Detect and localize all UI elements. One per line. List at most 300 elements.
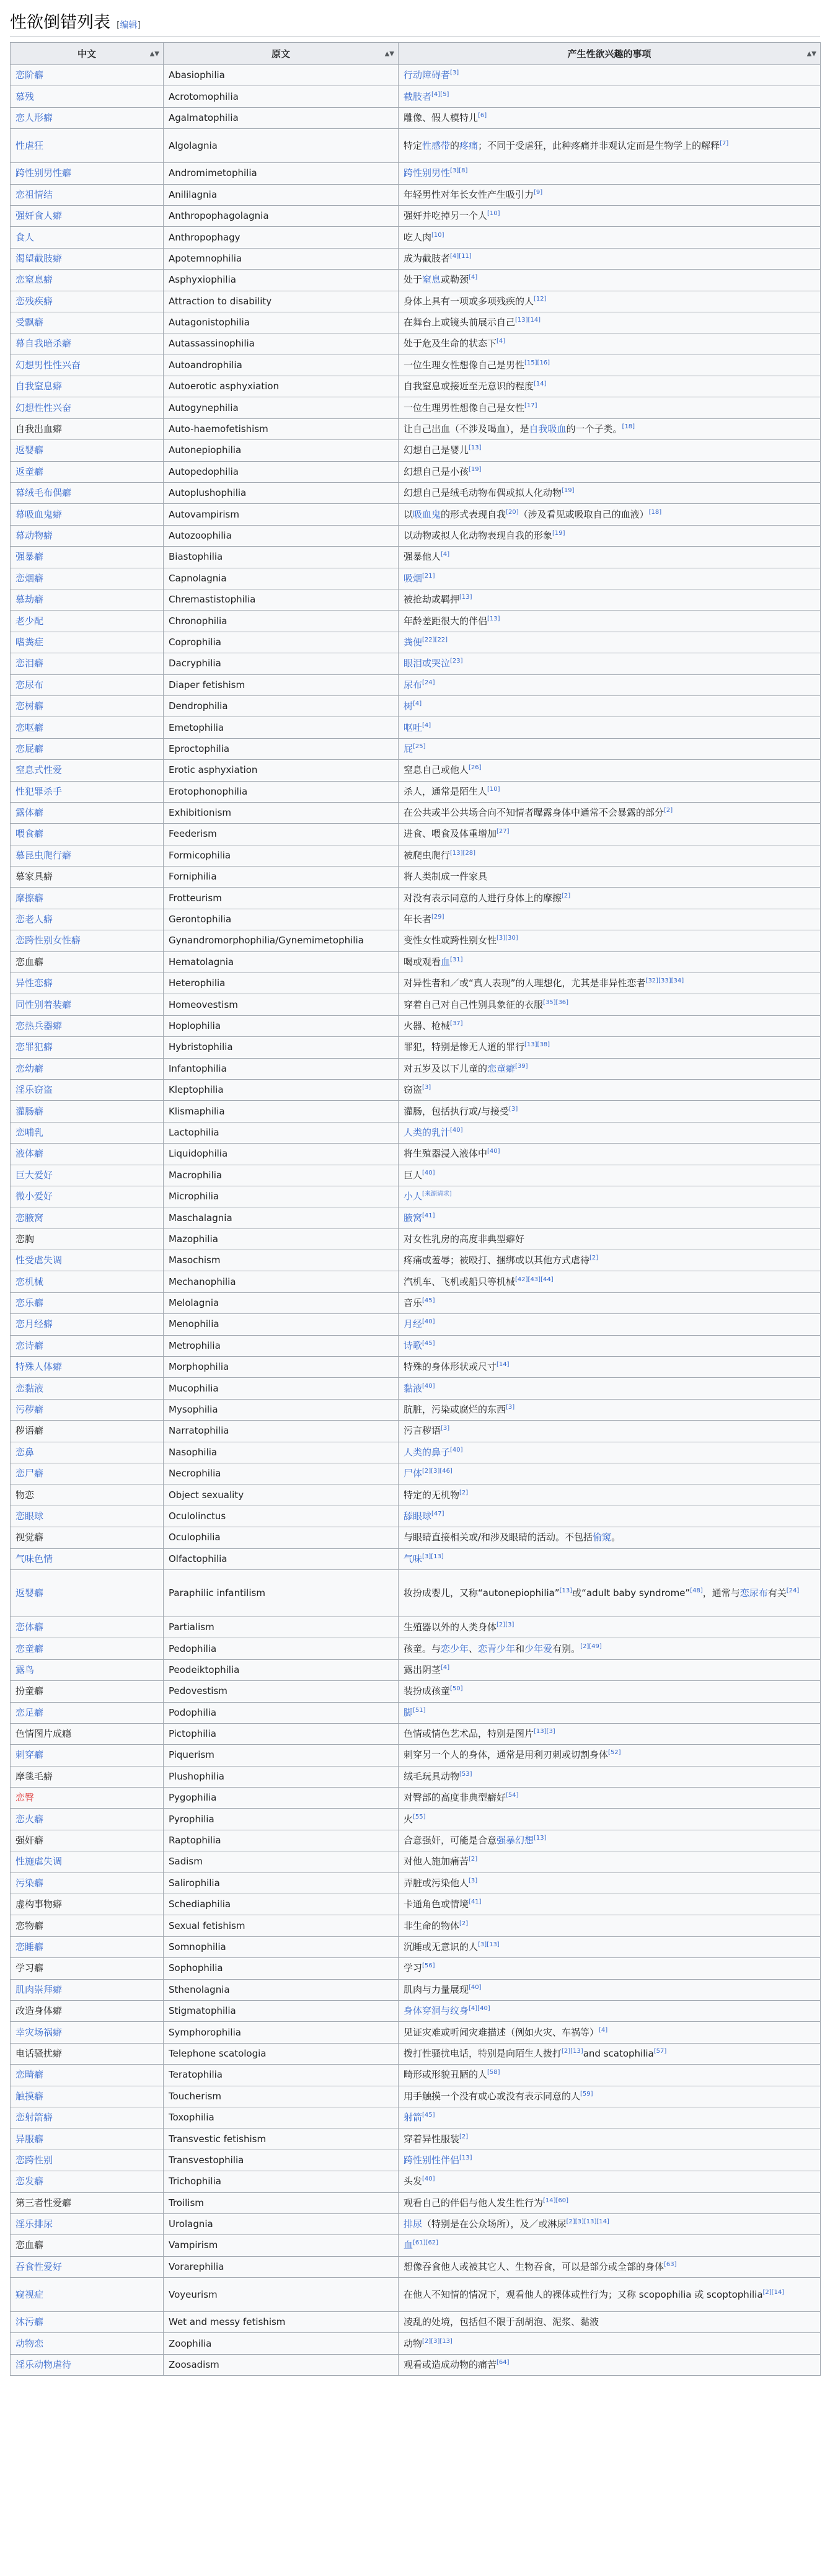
cell-interest (399, 1101, 821, 1122)
description-text: 以 (404, 508, 413, 520)
citation-ref[interactable]: [45] (422, 1339, 435, 1347)
citation-ref[interactable]: [6] (478, 112, 487, 119)
column-header-interest[interactable] (399, 43, 821, 65)
citation-ref[interactable]: [4][40] (469, 2005, 490, 2013)
description-link[interactable]: 血 (441, 956, 451, 968)
description-link[interactable]: 吸血鬼 (413, 508, 441, 520)
chinese-term-link[interactable]: 窒息式性爱 (15, 764, 63, 776)
chinese-term-link[interactable]: 恋残疾癖 (15, 295, 53, 307)
original-term: Dacryphilia (169, 658, 221, 669)
chinese-term-link[interactable]: 污染癖 (15, 1877, 44, 1889)
description-text: 强暴他人 (404, 551, 441, 563)
citation-ref[interactable]: [18] (648, 508, 662, 516)
chinese-term-link[interactable]: 恋阶癖 (15, 69, 44, 81)
citation-ref[interactable]: [4][5] (431, 90, 449, 98)
cell-interest (399, 888, 821, 909)
description-link[interactable]: 粪便 (404, 636, 423, 648)
citation-ref[interactable]: [45] (422, 1297, 435, 1305)
original-term: Pyrophilia (169, 1813, 214, 1825)
description-link[interactable]: 尸体 (404, 1468, 423, 1480)
original-term: Hematolagnia (169, 956, 234, 968)
description-text: 音乐 (404, 1297, 423, 1309)
chinese-term-link[interactable]: 恋诗癖 (15, 1339, 44, 1351)
citation-ref[interactable]: [14][60] (543, 2197, 569, 2204)
description-link[interactable]: 截肢者 (404, 90, 432, 102)
cell-original (164, 1894, 399, 1915)
citation-ref[interactable]: [13] (459, 2154, 472, 2161)
citation-ref[interactable]: [2] (459, 1489, 469, 1496)
table-row (11, 227, 821, 248)
citation-ref[interactable]: [3] (506, 1404, 515, 1411)
citation-ref[interactable]: [13][28] (450, 849, 476, 857)
citation-ref[interactable]: [3][13] (422, 1553, 444, 1560)
chinese-term-link[interactable]: 窥视症 (15, 2288, 44, 2300)
chinese-term-link[interactable]: 特殊人体癖 (15, 1361, 63, 1373)
citation-ref[interactable]: [22][22] (422, 636, 448, 643)
chinese-term-link[interactable]: 恋火癖 (15, 1813, 44, 1825)
citation-ref[interactable]: [47] (431, 1510, 444, 1517)
chinese-term-link[interactable]: 恋幼癖 (15, 1062, 44, 1074)
description-link[interactable]: 呕吐 (404, 721, 423, 733)
description-link[interactable]: 月经 (404, 1318, 423, 1330)
original-term: Algolagnia (169, 139, 218, 151)
cell-chinese (11, 1723, 164, 1744)
description-link[interactable]: 小人 (404, 1191, 423, 1202)
citation-ref[interactable]: [13][14] (515, 317, 541, 324)
citation-ref[interactable]: [32][33][34] (645, 977, 684, 985)
original-term: Exhibitionism (169, 807, 232, 819)
table-row (11, 1617, 821, 1638)
chinese-term-link[interactable]: 恋体癖 (15, 1621, 44, 1633)
chinese-term-link[interactable]: 灌肠癖 (15, 1105, 44, 1117)
table-row (11, 1894, 821, 1915)
description-link[interactable]: 行动障碍者 (404, 69, 451, 81)
chinese-term-link[interactable]: 受飘癖 (15, 317, 44, 329)
citation-ref[interactable]: [20] (506, 508, 519, 516)
cell-chinese (11, 611, 164, 632)
citation-ref[interactable]: [2][3][13] (422, 2337, 453, 2345)
chinese-term-link[interactable]: 慕昆虫爬行癖 (15, 849, 72, 861)
citation-ref[interactable]: [40] (422, 1169, 435, 1176)
cell-chinese (11, 2022, 164, 2043)
edit-link[interactable]: 编辑 (120, 20, 138, 30)
chinese-term-link[interactable]: 幕绒毛布偶癖 (15, 487, 72, 499)
description-link[interactable]: 屁 (404, 743, 413, 754)
chinese-term-link[interactable]: 巨大爱好 (15, 1169, 53, 1181)
chinese-term: 学习癖 (15, 1962, 44, 1974)
chinese-term-link[interactable]: 异服癖 (15, 2133, 44, 2145)
citation-ref[interactable]: [19] (469, 465, 482, 473)
cell-interest (399, 1766, 821, 1787)
citation-ref[interactable]: [40] (422, 1382, 435, 1390)
citation-ref[interactable]: [2][14] (762, 2288, 785, 2296)
description-link[interactable]: 排尿 (404, 2218, 423, 2230)
description-link[interactable]: 吸烟 (404, 572, 423, 584)
table-row (11, 1144, 821, 1165)
chinese-term-link[interactable]: 触摸癖 (15, 2090, 44, 2102)
description-text: 或“adult baby syndrome” (572, 1587, 691, 1599)
citation-ref[interactable]: [2][3][46] (422, 1468, 453, 1475)
description-link[interactable]: 眼泪或哭泣 (404, 658, 451, 669)
sort-icon[interactable]: ▲▼ (384, 50, 394, 57)
citation-ref[interactable]: [4] (497, 338, 506, 345)
chinese-term-link[interactable]: 性犯罪杀手 (15, 785, 63, 797)
cell-original (164, 2086, 399, 2107)
chinese-term-link[interactable]: 恋罪犯癖 (15, 1041, 53, 1053)
description-link[interactable]: 人类的鼻子 (404, 1446, 451, 1458)
citation-ref[interactable]: [13] (487, 615, 500, 622)
chinese-term-link[interactable]: 恋尸癖 (15, 1468, 44, 1480)
citation-ref[interactable]: [54] (506, 1792, 519, 1799)
citation-ref[interactable]: [40] (469, 1983, 482, 1991)
cell-chinese (11, 695, 164, 717)
citation-ref[interactable]: [13] (534, 1835, 547, 1842)
description-link[interactable]: 窒息 (422, 274, 441, 286)
cell-chinese (11, 86, 164, 107)
citation-ref[interactable]: [40] (450, 1126, 463, 1134)
description-link[interactable]: 恋少年 (441, 1643, 469, 1654)
chinese-term-link[interactable]: 液体癖 (15, 1148, 44, 1160)
chinese-term-link[interactable]: 吞食性爱好 (15, 2261, 63, 2272)
citation-ref[interactable]: [来源请求] (422, 1191, 452, 1198)
description-link[interactable]: 跨性别性伴侣 (404, 2154, 460, 2166)
cell-original (164, 738, 399, 759)
chinese-term-link[interactable]: 强奸食人癖 (15, 210, 63, 222)
citation-ref[interactable]: [35][36] (543, 999, 569, 1006)
citation-ref[interactable]: [17] (524, 402, 537, 409)
chinese-term-link[interactable]: 露体癖 (15, 807, 44, 819)
chinese-term-link[interactable]: 淫乐排尿 (15, 2218, 53, 2230)
description-link[interactable]: 身体穿洞与纹身 (404, 2005, 469, 2017)
citation-ref[interactable]: [26] (469, 764, 482, 772)
table-row (11, 1681, 821, 1702)
citation-ref[interactable]: [3][30] (497, 935, 518, 942)
description-link[interactable]: 腋窝 (404, 1212, 423, 1224)
cell-interest (399, 1894, 821, 1915)
sort-icon[interactable]: ▲▼ (149, 50, 159, 57)
chinese-term-link[interactable]: 跨性别男性癖 (15, 167, 72, 179)
citation-ref[interactable]: [2][13] (562, 2047, 583, 2055)
citation-ref[interactable]: [18] (622, 423, 635, 431)
table-row (11, 1250, 821, 1271)
cell-chinese (11, 1399, 164, 1420)
cell-original (164, 1745, 399, 1766)
cell-original (164, 867, 399, 888)
chinese-term-link[interactable]: 动物恋 (15, 2337, 44, 2349)
citation-ref[interactable]: [10] (487, 785, 500, 793)
chinese-term-link[interactable]: 幻想男性性兴奋 (15, 359, 81, 371)
chinese-term-link[interactable]: 恋跨性别女性癖 (15, 935, 81, 946)
citation-ref[interactable]: [55] (413, 1813, 426, 1820)
citation-ref[interactable]: [19] (552, 530, 565, 537)
original-term: Gerontophilia (169, 914, 232, 925)
table-row (11, 418, 821, 439)
description-link[interactable]: 恋青少年 (478, 1643, 516, 1654)
cell-chinese (11, 1681, 164, 1702)
description-link[interactable]: 脚 (404, 1706, 413, 1718)
table-row (11, 1979, 821, 2000)
chinese-term-link[interactable]: 微小爱好 (15, 1191, 53, 1202)
original-term: Morphophilia (169, 1361, 229, 1373)
description-text: 孩童。与 (404, 1643, 441, 1654)
original-term: Maschalagnia (169, 1212, 232, 1224)
chinese-term-link[interactable]: 恋鼻 (15, 1446, 35, 1458)
citation-ref[interactable]: [42][43][44] (515, 1276, 554, 1283)
citation-ref[interactable]: [10] (487, 210, 500, 218)
table-row (11, 1357, 821, 1378)
sort-icon[interactable]: ▲▼ (806, 50, 816, 57)
cell-original (164, 184, 399, 205)
chinese-term-link[interactable]: 恋烟癖 (15, 572, 44, 584)
cell-chinese (11, 418, 164, 439)
description-link[interactable]: 气味 (404, 1553, 423, 1564)
chinese-term-link[interactable]: 异性恋癖 (15, 977, 53, 989)
chinese-term-link[interactable]: 性施虐失调 (15, 1856, 63, 1868)
chinese-term-link[interactable]: 慕残 (15, 90, 35, 102)
citation-ref[interactable]: [58] (487, 2069, 500, 2076)
chinese-term-link[interactable]: 沐污癖 (15, 2316, 44, 2328)
citation-ref[interactable]: [13][3] (534, 1728, 555, 1736)
cell-chinese (11, 2312, 164, 2333)
citation-ref[interactable]: [3] (441, 1425, 450, 1432)
cell-original (164, 2192, 399, 2213)
citation-ref[interactable]: [39] (515, 1062, 528, 1070)
citation-ref[interactable]: [2] (589, 1255, 599, 1262)
cell-chinese (11, 2086, 164, 2107)
chinese-term-link[interactable]: 返童癖 (15, 465, 44, 477)
citation-ref[interactable]: [2] (459, 1920, 469, 1927)
cell-chinese (11, 589, 164, 610)
citation-ref[interactable]: [40] (422, 1318, 435, 1326)
citation-ref[interactable]: [40] (487, 1148, 500, 1155)
chinese-term-link[interactable]: 恋发癖 (15, 2176, 44, 2187)
chinese-term-link[interactable]: 恋热兵器癖 (15, 1020, 63, 1031)
description-link[interactable]: 诗歌 (404, 1339, 423, 1351)
chinese-term-link[interactable]: 恋眼球 (15, 1510, 44, 1522)
citation-ref[interactable]: [4][11] (450, 252, 472, 260)
citation-ref[interactable]: [27] (497, 828, 510, 836)
citation-ref[interactable]: [15][16] (524, 359, 550, 366)
citation-ref[interactable]: [50] (450, 1685, 463, 1693)
description-link[interactable]: 强暴幻想 (497, 1835, 534, 1846)
cell-interest (399, 1442, 821, 1463)
citation-ref[interactable]: [25] (413, 743, 426, 750)
chinese-term-link[interactable]: 自我窒息癖 (15, 381, 63, 392)
citation-ref[interactable]: [37] (450, 1020, 463, 1027)
chinese-term-link[interactable]: 幻想性性兴奋 (15, 402, 72, 413)
chinese-term-link[interactable]: 慕劫癖 (15, 594, 44, 606)
citation-ref[interactable]: [23] (450, 658, 463, 665)
citation-ref[interactable]: [53] (459, 1770, 472, 1778)
chinese-term-link[interactable]: 刺穿癖 (15, 1749, 44, 1761)
chinese-term-link[interactable]: 返婴癖 (15, 1587, 44, 1599)
description-link[interactable]: 树 (404, 700, 413, 712)
description-text: 色情或情色艺术品，特别是图片 (404, 1728, 534, 1740)
citation-ref[interactable]: [13] (559, 1587, 573, 1594)
citation-ref[interactable]: [4] (413, 700, 422, 708)
original-term: Autovampirism (169, 508, 239, 520)
cell-chinese (11, 845, 164, 866)
chinese-term-link[interactable]: 露鸟 (15, 1664, 35, 1675)
description-link[interactable]: 人类的乳汁 (404, 1126, 451, 1138)
citation-ref[interactable]: [41] (422, 1212, 435, 1219)
column-header-original[interactable] (164, 43, 399, 65)
chinese-term-link[interactable]: 恋尿布 (15, 679, 44, 690)
chinese-term-link[interactable]: 幸灾场祸癖 (15, 2026, 63, 2038)
description-link[interactable]: 黏液 (404, 1382, 423, 1394)
description-link[interactable]: 跨性别男性 (404, 167, 451, 179)
description-link[interactable]: 疼痛 (459, 139, 479, 151)
chinese-term-link[interactable]: 淫乐动物虐待 (15, 2359, 72, 2371)
table-row (11, 1958, 821, 1979)
citation-ref[interactable]: [14] (497, 1361, 510, 1369)
cell-original (164, 1271, 399, 1292)
citation-ref[interactable]: [2][3] (497, 1621, 514, 1629)
chinese-term-link[interactable]: 恋呕癖 (15, 721, 44, 733)
citation-ref[interactable]: [2] (562, 892, 571, 899)
edit-bracket-open: [ (117, 20, 120, 30)
citation-ref[interactable]: [2] (664, 807, 673, 814)
citation-ref[interactable]: [2][49] (580, 1643, 602, 1650)
chinese-term-link[interactable]: 恋射箭癖 (15, 2112, 53, 2124)
chinese-term-link[interactable]: 返婴癖 (15, 444, 44, 456)
citation-ref[interactable]: [7] (720, 139, 729, 147)
citation-ref[interactable]: [59] (580, 2090, 593, 2097)
citation-ref[interactable]: [3] (509, 1105, 518, 1113)
chinese-term-link[interactable]: 恋哺乳 (15, 1126, 44, 1138)
chinese-term-link[interactable]: 恋祖情结 (15, 188, 53, 200)
citation-ref[interactable]: [61][62] (413, 2239, 439, 2247)
chinese-term-link[interactable]: 气味色情 (15, 1553, 53, 1564)
chinese-term: 恋物癖 (15, 1920, 44, 1931)
chinese-term-link[interactable]: 恋窒息癖 (15, 274, 53, 286)
citation-ref[interactable]: [64] (497, 2359, 510, 2366)
citation-ref[interactable]: [51] (413, 1706, 426, 1714)
chinese-term-link[interactable]: 恋树癖 (15, 700, 44, 712)
chinese-term-link[interactable]: 恋黏液 (15, 1382, 44, 1394)
cell-original (164, 695, 399, 717)
citation-ref[interactable]: [57] (653, 2047, 667, 2055)
chinese-term-link[interactable]: 恋足癖 (15, 1706, 44, 1718)
citation-ref[interactable]: [3][13] (478, 1941, 500, 1948)
citation-ref[interactable]: [24] (422, 679, 435, 686)
citation-ref[interactable]: [3][8] (450, 167, 468, 175)
citation-ref[interactable]: [48] (690, 1587, 703, 1594)
chinese-term-link[interactable]: 恋老人癖 (15, 914, 53, 925)
citation-ref[interactable]: [2][3][13][14] (566, 2218, 609, 2226)
citation-ref[interactable]: [19] (562, 487, 575, 495)
chinese-term-link[interactable]: 同性别着装癖 (15, 999, 72, 1010)
citation-ref[interactable]: [10] (431, 231, 444, 239)
citation-ref[interactable]: [63] (664, 2261, 677, 2268)
chinese-term-link[interactable]: 幕动物癖 (15, 530, 53, 541)
chinese-term-link[interactable]: 恋机械 (15, 1276, 44, 1287)
citation-ref[interactable]: [45] (422, 2112, 435, 2119)
chinese-term-link[interactable]: 恋腋窝 (15, 1212, 44, 1224)
description-link[interactable]: 恋尿布 (739, 1587, 768, 1599)
citation-ref[interactable]: [21] (422, 572, 435, 580)
citation-ref[interactable]: [4] (441, 551, 450, 558)
citation-ref[interactable]: [13][38] (524, 1041, 550, 1049)
citation-ref[interactable]: [14] (534, 381, 547, 388)
chinese-term-link[interactable]: 淫乐窃盗 (15, 1084, 53, 1096)
description-link[interactable]: 尿布 (404, 679, 423, 690)
chinese-term-link[interactable]: 性虐狂 (15, 139, 44, 151)
citation-ref[interactable]: [4] (599, 2026, 608, 2034)
chinese-term-link[interactable]: 恋畸癖 (15, 2069, 44, 2081)
cell-chinese (11, 1058, 164, 1079)
column-header-chinese[interactable] (11, 43, 164, 65)
chinese-term: 自我出血癖 (15, 423, 63, 435)
description-link[interactable]: 少年爱 (524, 1643, 553, 1654)
chinese-term-link[interactable]: 恋乐癖 (15, 1297, 44, 1309)
chinese-term-link[interactable]: 恋臀 (15, 1792, 35, 1804)
citation-ref[interactable]: [29] (431, 914, 444, 921)
chinese-term-link[interactable]: 幕自我暗杀癖 (15, 338, 72, 350)
description-link[interactable]: 血 (404, 2239, 413, 2251)
description-link[interactable]: 恋童癖 (487, 1062, 516, 1074)
citation-ref[interactable]: [56] (422, 1962, 435, 1970)
description-link[interactable]: 性感带 (422, 139, 451, 151)
chinese-term-link[interactable]: 恋童癖 (15, 1643, 44, 1654)
citation-ref[interactable]: [31] (450, 956, 463, 963)
citation-ref[interactable]: [13] (459, 594, 472, 601)
chinese-term-link[interactable]: 摩擦癖 (15, 892, 44, 904)
citation-ref[interactable]: [2] (469, 1856, 478, 1863)
chinese-term-link[interactable]: 恋泪癖 (15, 658, 44, 669)
description-link[interactable]: 射箭 (404, 2112, 423, 2124)
citation-ref[interactable]: [40] (422, 2176, 435, 2183)
chinese-term-link[interactable]: 幕吸血鬼癖 (15, 508, 63, 520)
citation-ref[interactable]: [3] (422, 1084, 431, 1092)
citation-ref[interactable]: [9] (534, 188, 543, 196)
citation-ref[interactable]: [13] (469, 444, 482, 452)
citation-ref[interactable]: [24] (786, 1587, 800, 1594)
chinese-term-link[interactable]: 肌肉崇拜癖 (15, 1983, 63, 1995)
chinese-term-link[interactable]: 强暴癖 (15, 551, 44, 563)
chinese-term-link[interactable]: 恋屁癖 (15, 743, 44, 754)
paraphilia-table (10, 42, 821, 2376)
chinese-term-link[interactable]: 食人 (15, 231, 35, 243)
citation-ref[interactable]: [41] (469, 1899, 482, 1906)
citation-ref[interactable]: [4] (422, 721, 431, 729)
citation-ref[interactable]: [2] (459, 2133, 469, 2140)
description-text: 动物 (404, 2337, 423, 2349)
citation-ref[interactable]: [3] (469, 1877, 478, 1884)
chinese-term-link[interactable]: 喂食癖 (15, 828, 44, 840)
chinese-term: 电话骚扰癖 (15, 2047, 63, 2059)
chinese-term-link[interactable]: 恋人形癖 (15, 112, 53, 123)
citation-ref[interactable]: [4] (441, 1664, 450, 1671)
citation-ref[interactable]: [12] (534, 295, 547, 302)
description-link[interactable]: 偷窥 (593, 1532, 612, 1543)
chinese-term-link[interactable]: 性受虐失调 (15, 1255, 63, 1266)
chinese-term-link[interactable]: 恋睡癖 (15, 1941, 44, 1952)
chinese-term-link[interactable]: 老少配 (15, 615, 44, 627)
citation-ref[interactable]: [4] (469, 274, 478, 281)
description-link[interactable]: 自我吸血 (529, 423, 567, 435)
chinese-term-link[interactable]: 污秽癖 (15, 1404, 44, 1416)
chinese-term-link[interactable]: 恋跨性别 (15, 2154, 53, 2166)
chinese-term-link[interactable]: 渴望截肢癖 (15, 252, 63, 264)
citation-ref[interactable]: [3] (450, 69, 459, 77)
citation-ref[interactable]: [52] (608, 1749, 621, 1757)
cell-interest (399, 461, 821, 482)
chinese-term-link[interactable]: 恋月经癖 (15, 1318, 53, 1330)
description-link[interactable]: 舔眼球 (404, 1510, 432, 1522)
chinese-term-link[interactable]: 嗜粪症 (15, 636, 44, 648)
citation-ref[interactable]: [40] (450, 1446, 463, 1453)
